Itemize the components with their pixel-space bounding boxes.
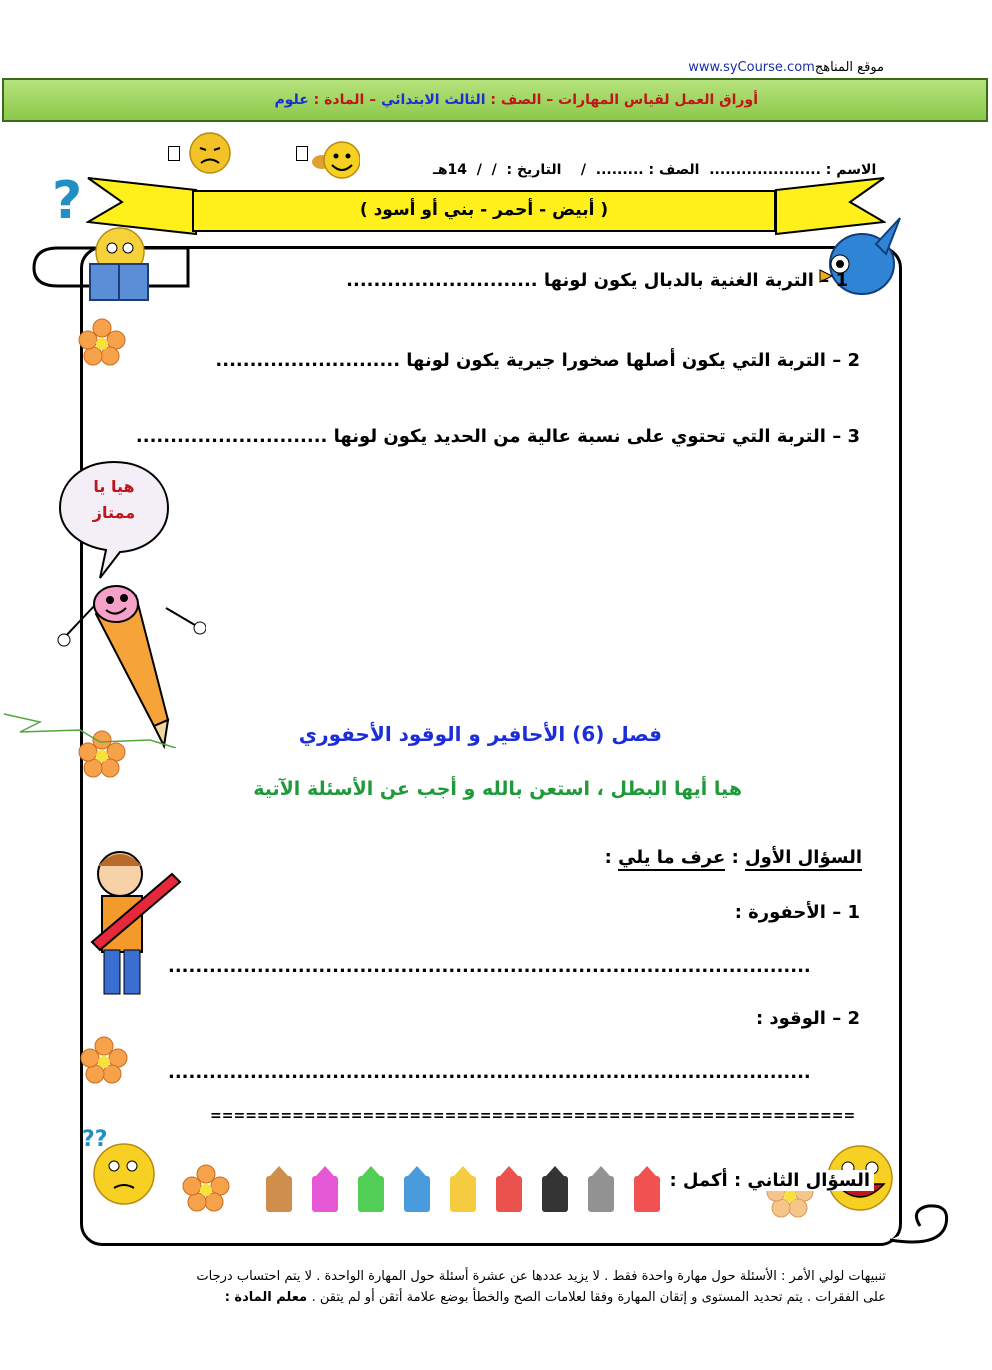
question1-label: السؤال الأول <box>745 847 862 871</box>
footer-line-2: على الفقرات . يتم تحديد المستوى و إتقان المهارة وفقا لعلامات الصح والخطأ بوضع علامة أتقن أو لم يتقن . <box>311 1290 886 1305</box>
question2-heading: السؤال الثاني : أكمل : <box>665 1170 874 1191</box>
header-title <box>274 92 758 108</box>
colored-pencil <box>312 1176 338 1212</box>
checkbox-sad[interactable] <box>168 146 180 161</box>
class-field[interactable]: الصف : ......... / <box>571 162 710 178</box>
site-url[interactable]: www.syCourse.com <box>688 60 815 75</box>
footer-notes <box>106 1266 886 1308</box>
speech-line-2: ممتاز <box>92 503 136 522</box>
question-mark-icon <box>50 172 84 228</box>
colored-pencil <box>634 1176 660 1212</box>
colored-pencil-tip <box>546 1166 564 1176</box>
colored-pencil <box>266 1176 292 1212</box>
question1-heading <box>605 847 862 868</box>
teacher-label: معلم المادة : <box>224 1290 312 1305</box>
definition-item-1: 1 – الأحفورة : <box>734 902 860 923</box>
question1-instruction: عرف ما يلي <box>618 847 725 871</box>
colored-pencil <box>450 1176 476 1212</box>
colored-pencil <box>496 1176 522 1212</box>
answer-line-1[interactable]: .............................................................................................. <box>168 956 811 977</box>
site-name: موقع المناهج <box>814 60 884 75</box>
speech-bubble-text <box>66 474 162 526</box>
answer-line-2[interactable]: .............................................................................................. <box>168 1062 811 1083</box>
colored-pencil-tip <box>638 1166 656 1176</box>
colored-pencil <box>404 1176 430 1212</box>
colored-pencils-row <box>262 1166 672 1216</box>
svg-text:?: ? <box>52 172 83 228</box>
squiggle-line <box>0 704 180 748</box>
color-question-3: 3 – التربة التي تحتوي على نسبة عالية من الحديد يكون لونها ............................ <box>135 426 860 447</box>
color-question-1: 1 – التربة الغنية بالدبال يكون لونها ............................ <box>346 270 848 291</box>
colored-pencil-tip <box>316 1166 334 1176</box>
colored-pencil-tip <box>362 1166 380 1176</box>
footer-line-1: تنبيهات لولي الأمر : الأسئلة حول مهارة واحدة فقط . لا يزيد عددها عن عشرة أسئلة حول المهارة الواحدة . لا يتم احتساب درجات <box>196 1269 886 1284</box>
header-bar <box>2 78 988 122</box>
colored-pencil <box>588 1176 614 1212</box>
colored-pencil-tip <box>454 1166 472 1176</box>
colored-pencil-tip <box>270 1166 288 1176</box>
colored-pencil <box>542 1176 568 1212</box>
name-field[interactable]: الاسم : ..................... <box>709 162 877 178</box>
separator-line: ======================================================= <box>210 1108 856 1124</box>
reading-kid-icon <box>82 224 156 308</box>
header-part1: أوراق العمل لقياس المهارات – الصف : <box>485 92 758 108</box>
flower-icon <box>182 1164 230 1212</box>
kid-with-pencil-icon <box>82 846 186 1016</box>
colored-pencil-tip <box>408 1166 426 1176</box>
speech-line-1: هيا يا <box>93 477 135 496</box>
thinking-smiley-icon <box>80 1124 160 1210</box>
flower-icon <box>78 318 126 366</box>
colored-pencil-tip <box>500 1166 518 1176</box>
site-label <box>688 60 884 75</box>
section-title: فصل (6) الأحافير و الوقود الأحفوري <box>298 722 662 746</box>
definition-item-2: 2 – الوقود : <box>755 1008 860 1029</box>
section-subtitle: هيا أيها البطل ، استعن بالله و أجب عن الأسئلة الآتية <box>253 778 742 800</box>
header-grade: الثالث الابتدائي <box>381 92 486 108</box>
question1-end: : <box>604 847 619 868</box>
date-field[interactable]: التاريخ : / / 14هـ <box>433 162 572 178</box>
colored-pencil <box>358 1176 384 1212</box>
header-subject: علوم <box>274 92 309 108</box>
header-part2: – المادة : <box>308 92 382 108</box>
sad-smiley-icon <box>186 130 234 176</box>
flower-icon <box>80 1036 128 1084</box>
question1-colon: : <box>725 847 746 868</box>
checkbox-happy[interactable] <box>296 146 308 161</box>
svg-text:??: ?? <box>82 1127 108 1152</box>
color-question-2: 2 – التربة التي يكون أصلها صخورا جيرية يكون لونها ........................... <box>215 350 860 371</box>
colored-pencil-tip <box>592 1166 610 1176</box>
ribbon-title: ( أبيض - أحمر - بني أو أسود ) <box>192 190 776 232</box>
